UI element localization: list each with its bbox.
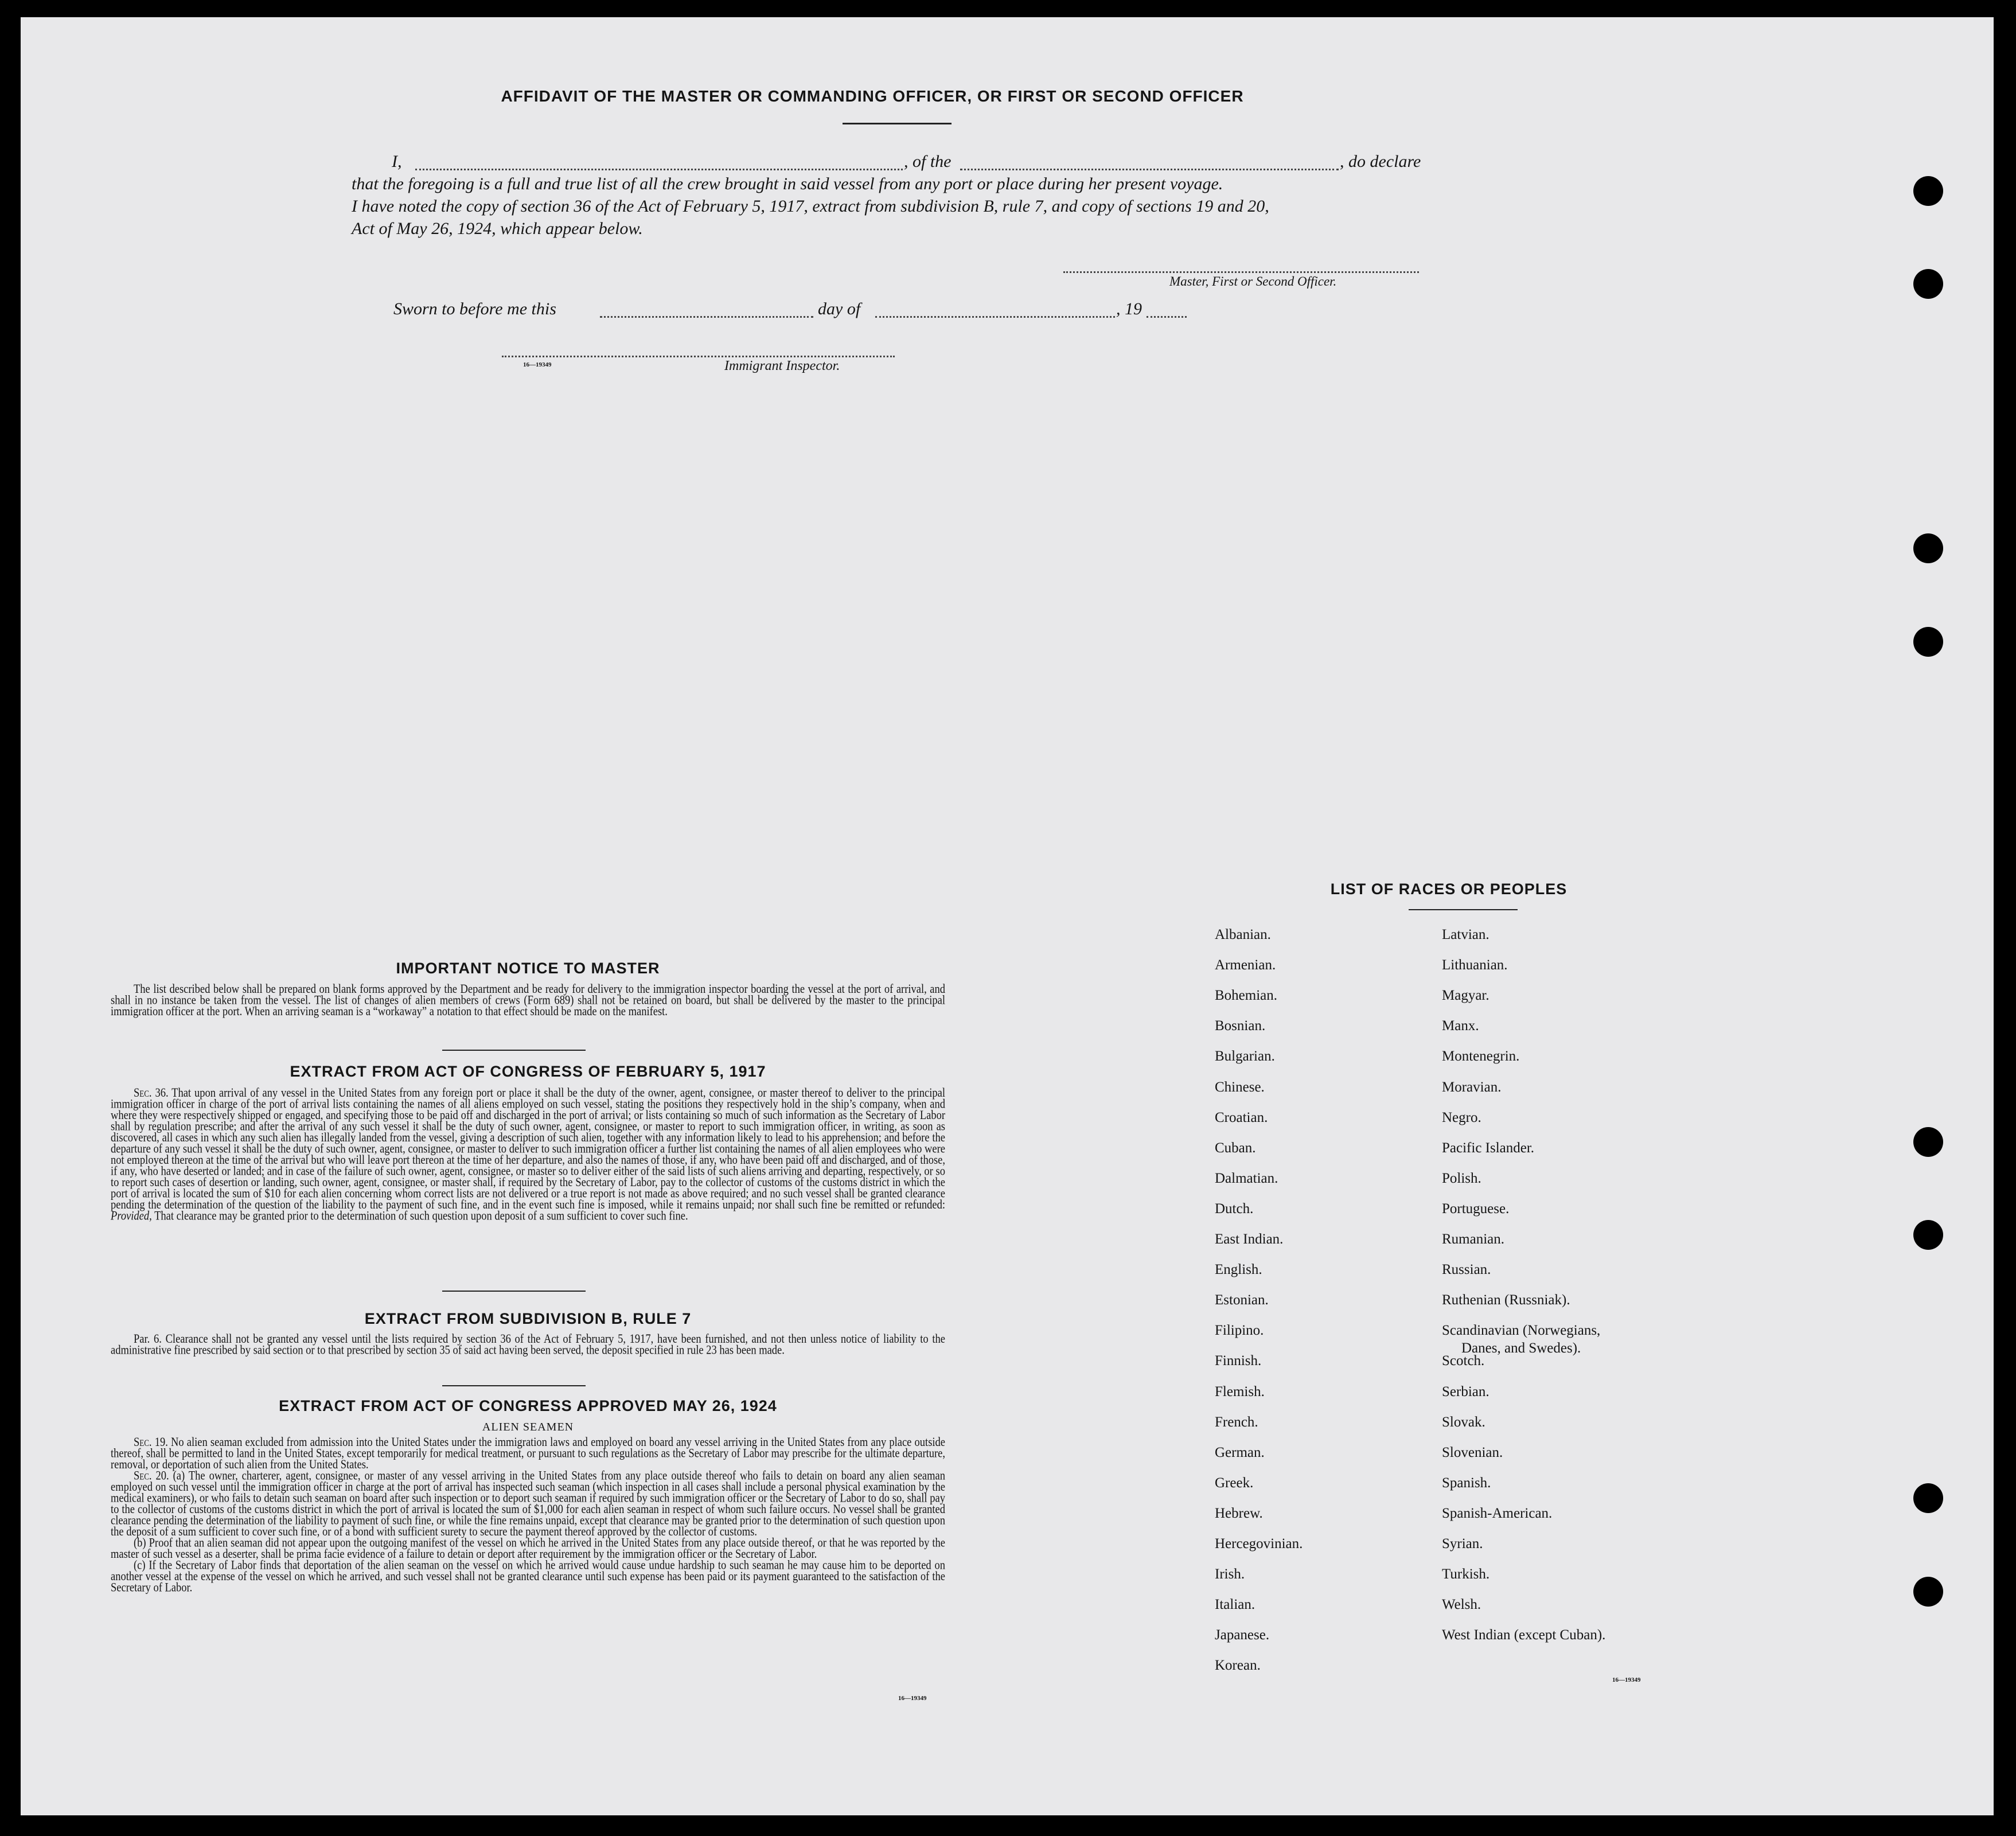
race-item: Croatian. bbox=[1215, 1109, 1268, 1125]
race-item: Finnish. bbox=[1215, 1353, 1262, 1369]
race-item: Welsh. bbox=[1442, 1597, 1481, 1613]
year-label: , 19 bbox=[1116, 299, 1142, 318]
race-item: Flemish. bbox=[1215, 1383, 1265, 1400]
race-item: Lithuanian. bbox=[1442, 957, 1508, 973]
officer-label: Master, First or Second Officer. bbox=[1169, 274, 1337, 289]
race-item: Pacific Islander. bbox=[1442, 1140, 1535, 1156]
race-item: Korean. bbox=[1215, 1658, 1261, 1674]
sworn-day-field[interactable] bbox=[600, 316, 813, 318]
race-item: Slovak. bbox=[1442, 1414, 1485, 1430]
binder-hole bbox=[1913, 533, 1943, 563]
race-item: Japanese. bbox=[1215, 1627, 1270, 1643]
sworn-label: Sworn to before me this bbox=[393, 299, 556, 318]
race-item: Cuban. bbox=[1215, 1140, 1256, 1156]
extract-1924-body bbox=[111, 1437, 945, 1593]
affidavit-of-the: , of the bbox=[904, 152, 952, 171]
notice-text: The list described below shall be prepared on blank forms approved by the Department and be ready for delivery to the immigration inspector boarding the vessel at the port of arrival, and shall in no instance be taken from the vessel. The list of changes of alien members of crews (Form 689) shall not be retained on board, but shall be delivered by the master to the principal immigration officer at the port. When an arriving seaman is a “workaway” a notation to that effect should be made on the manifest. bbox=[111, 982, 945, 1019]
affidavit-i: I, bbox=[392, 152, 402, 171]
race-item: Albanian. bbox=[1215, 927, 1271, 942]
race-item: Filipino. bbox=[1215, 1323, 1264, 1339]
race-item: Armenian. bbox=[1215, 957, 1276, 973]
race-item: East Indian. bbox=[1215, 1231, 1284, 1247]
race-item: Slovenian. bbox=[1442, 1444, 1503, 1460]
affidavit-line-4: Act of May 26, 1924, which appear below. bbox=[352, 219, 643, 238]
race-item: Montenegrin. bbox=[1442, 1048, 1520, 1065]
form-page bbox=[21, 17, 1994, 1815]
binder-hole bbox=[1913, 269, 1943, 299]
section-19-text: No alien seaman excluded from admission into the United States under the immigration laws and employed on board any vessel arriving in the United States from any place outside thereof, shall be permitted to land in the United States, except temporarily for medical treatment, or pursuant to such regulations as the Secretary of Labor may prescribe for the ultimate departure, removal, or deportation of such alien from the United States. bbox=[111, 1435, 945, 1472]
binder-hole bbox=[1913, 176, 1943, 206]
race-item: Hercegovinian. bbox=[1215, 1536, 1303, 1552]
extract-1924-title: EXTRACT FROM ACT OF CONGRESS APPROVED MAY 26, 1924 bbox=[279, 1397, 777, 1414]
divider bbox=[1409, 909, 1518, 910]
affidavit-line-3: I have noted the copy of section 36 of the Act of February 5, 1917, extract from subdivision B, rule 7, and copy of sections 19 and 20, bbox=[352, 197, 1269, 216]
race-item: Dutch. bbox=[1215, 1200, 1254, 1217]
race-item: Hebrew. bbox=[1215, 1505, 1263, 1521]
inspector-signature-line[interactable] bbox=[502, 356, 895, 357]
race-item: Estonian. bbox=[1215, 1292, 1269, 1308]
binder-hole bbox=[1913, 627, 1943, 657]
section-20c-text: (c) If the Secretary of Labor finds that deportation of the alien seaman on the vessel on which he arrived would cause undue hardship to such seaman he may cause him to be deported on another vessel at the expense of the vessel on which he arrived, and such vessel shall not be granted clearance until such expense has been paid or its payment guaranteed to the satisfaction of the Secretary of Labor. bbox=[111, 1558, 945, 1595]
binder-hole bbox=[1913, 1127, 1943, 1157]
race-item: Turkish. bbox=[1442, 1566, 1490, 1582]
rule-7-body bbox=[111, 1334, 945, 1356]
race-item: Spanish. bbox=[1442, 1475, 1491, 1491]
provided-term: Provided, bbox=[111, 1209, 152, 1223]
race-item: Greek. bbox=[1215, 1475, 1254, 1491]
race-item: Scotch. bbox=[1442, 1353, 1485, 1369]
day-of-label: day of bbox=[818, 299, 861, 318]
race-item: Bohemian. bbox=[1215, 988, 1278, 1004]
section-19-label: Sec. 19. bbox=[134, 1435, 168, 1449]
race-item: English. bbox=[1215, 1262, 1262, 1278]
divider bbox=[442, 1291, 586, 1292]
extract-1917-body bbox=[111, 1087, 945, 1222]
race-item: West Indian (except Cuban). bbox=[1442, 1627, 1606, 1643]
race-item: Magyar. bbox=[1442, 988, 1489, 1004]
name-field[interactable] bbox=[415, 169, 903, 170]
notice-body bbox=[111, 984, 945, 1018]
race-item: Dalmatian. bbox=[1215, 1170, 1278, 1186]
race-item: Portuguese. bbox=[1442, 1200, 1510, 1217]
race-item: Spanish-American. bbox=[1442, 1505, 1553, 1521]
divider bbox=[442, 1050, 586, 1051]
section-36-label: Sec. 36. bbox=[134, 1086, 169, 1100]
race-item: Syrian. bbox=[1442, 1536, 1483, 1552]
affidavit-line-2: that the foregoing is a full and true list of all the crew brought in said vessel from any port or place during her present voyage. bbox=[352, 174, 1223, 193]
race-item: Serbian. bbox=[1442, 1383, 1489, 1400]
notice-title: IMPORTANT NOTICE TO MASTER bbox=[396, 960, 660, 977]
race-item: Manx. bbox=[1442, 1018, 1479, 1034]
race-item: German. bbox=[1215, 1444, 1265, 1460]
rule-7-text: Par. 6. Clearance shall not be granted any vessel until the lists required by section 36 of the Act of February 5, 1917, have been furnished, and not then unless notice of liability to the administrative fine prescribed by said section or to that prescribed by section 35 of said act having been served, the deposit specified in rule 23 has been made. bbox=[111, 1332, 945, 1358]
race-item: Bulgarian. bbox=[1215, 1048, 1275, 1065]
race-item: Irish. bbox=[1215, 1566, 1245, 1582]
sworn-month-field[interactable] bbox=[875, 316, 1115, 318]
race-item: Russian. bbox=[1442, 1262, 1491, 1278]
section-20-label: Sec. 20. bbox=[134, 1469, 169, 1483]
race-item: Italian. bbox=[1215, 1597, 1255, 1613]
race-item: Latvian. bbox=[1442, 927, 1489, 942]
races-title: LIST OF RACES OR PEOPLES bbox=[1330, 880, 1567, 898]
race-item: Scandinavian (Norwegians, bbox=[1442, 1323, 1601, 1339]
binder-hole bbox=[1913, 1220, 1943, 1250]
extract-1917-title: EXTRACT FROM ACT OF CONGRESS OF FEBRUARY 5, 1917 bbox=[290, 1063, 766, 1080]
form-number: 16—19349 bbox=[898, 1695, 927, 1702]
section-36-text: That upon arrival of any vessel in the United States from any foreign port or place it shall be the duty of the owner, agent, consignee, or master thereof to deliver to the principal immigration officer in charge of the port of arrival lists containing the names of all aliens employed on such vessel, stating the positions they respectively hold in the ship’s company, when and where they were respectively shipped or engaged, and specifying those to be paid off and discharged in the port of arrival; or lists containing so much of such information as the Secretary of Labor shall by regulation prescribe; and after the arrival of any such vessel it shall be the duty of such owner, agent, consignee, or master to report to such immigration officer, in writing, as soon as discovered, all cases in which any such alien has illegally landed from the vessel, giving a description of such alien, together with any information likely to lead to his apprehension; and before the departure of any such vessel it shall be the duty of such owner, agent, consignee, or master to deliver to such immigration officer a further list containing the names of all alien employees who were not employed thereon at the time of the arrival but who will leave port thereon at the time of her departure, and also the names of those, if any, who have been paid off and discharged, and of those, if any, who have deserted or landed; and in case of the failure of such owner, agent, consignee, or master so to deliver either of the said lists of such aliens arriving and departing, respectively, or so to report such cases of desertion or landing, such owner, agent, consignee, or master shall, if required by the Secretary of Labor, pay to the collector of customs of the customs district in which the port of arrival is located the sum of $10 for each alien concerning whom correct lists are not delivered or a true report is not made as above required; and no such vessel shall be granted clearance pending the determination of the question of the liability to the payment of such fine, and in the event such fine is imposed, while it remains unpaid; nor shall such fine be remitted or refunded: bbox=[111, 1086, 946, 1213]
race-item: Moravian. bbox=[1442, 1079, 1502, 1095]
divider bbox=[442, 1385, 586, 1386]
race-item: Polish. bbox=[1442, 1170, 1481, 1186]
race-item: Negro. bbox=[1442, 1109, 1481, 1125]
race-item: French. bbox=[1215, 1414, 1258, 1430]
form-number: 16—19349 bbox=[1612, 1677, 1641, 1683]
divider bbox=[843, 123, 952, 124]
race-item: Danes, and Swedes). bbox=[1461, 1340, 1581, 1356]
alien-seamen-subtitle: ALIEN SEAMEN bbox=[482, 1421, 574, 1433]
rule-7-title: EXTRACT FROM SUBDIVISION B, RULE 7 bbox=[364, 1310, 692, 1327]
race-item: Rumanian. bbox=[1442, 1231, 1505, 1247]
race-item: Bosnian. bbox=[1215, 1018, 1266, 1034]
section-36-tail: That clearance may be granted prior to the determination of such question upon deposit of a sum sufficient to cover such fine. bbox=[154, 1209, 688, 1223]
section-20b-text: (b) Proof that an alien seaman did not appear upon the outgoing manifest of the vessel on which he arrived in the United States from any place outside thereof, or that he was reported by the master of such vessel as a deserter, shall be prima facie evidence of a failure to detain or deport after requirement by the immigration officer or the Secretary of Labor. bbox=[111, 1536, 945, 1562]
vessel-field[interactable] bbox=[960, 169, 1339, 170]
binder-hole bbox=[1913, 1483, 1943, 1513]
sworn-year-field[interactable] bbox=[1147, 316, 1187, 318]
affidavit-title: AFFIDAVIT OF THE MASTER OR COMMANDING OFFICER, OR FIRST OR SECOND OFFICER bbox=[501, 87, 1244, 105]
officer-signature-line[interactable] bbox=[1063, 271, 1419, 273]
affidavit-do-declare: , do declare bbox=[1340, 152, 1421, 171]
section-20a-text: (a) The owner, charterer, agent, consignee, or master of any vessel arriving in the United States from any place outside thereof who fails to detain on board any alien seaman employed on such vessel until the immigration officer in charge at the port of arrival has inspected such seaman (which inspection in all cases shall include a personal physical examination by the medical examiners), or who fails to detain such seaman on board after such inspection or to deport such seaman if required by such immigration officer or the Secretary of Labor to do so, shall pay to the collector of customs of the customs district in which the port of arrival is located the sum of $1,000 for each alien seaman in respect of whom such failure occurs. No vessel shall be granted clearance pending the determination of the liability to payment of such fine, or while the fine remains unpaid, except that clearance may be granted prior to the determination of such question upon the deposit of a sum sufficient to cover such fine, or of a bond with sufficient surety to secure the payment thereof approved by the collector of customs. bbox=[111, 1469, 945, 1539]
inspector-label: Immigrant Inspector. bbox=[724, 358, 840, 373]
race-item: Ruthenian (Russniak). bbox=[1442, 1292, 1570, 1308]
race-item: Chinese. bbox=[1215, 1079, 1265, 1095]
form-number: 16—19349 bbox=[523, 361, 552, 368]
binder-hole bbox=[1913, 1577, 1943, 1607]
